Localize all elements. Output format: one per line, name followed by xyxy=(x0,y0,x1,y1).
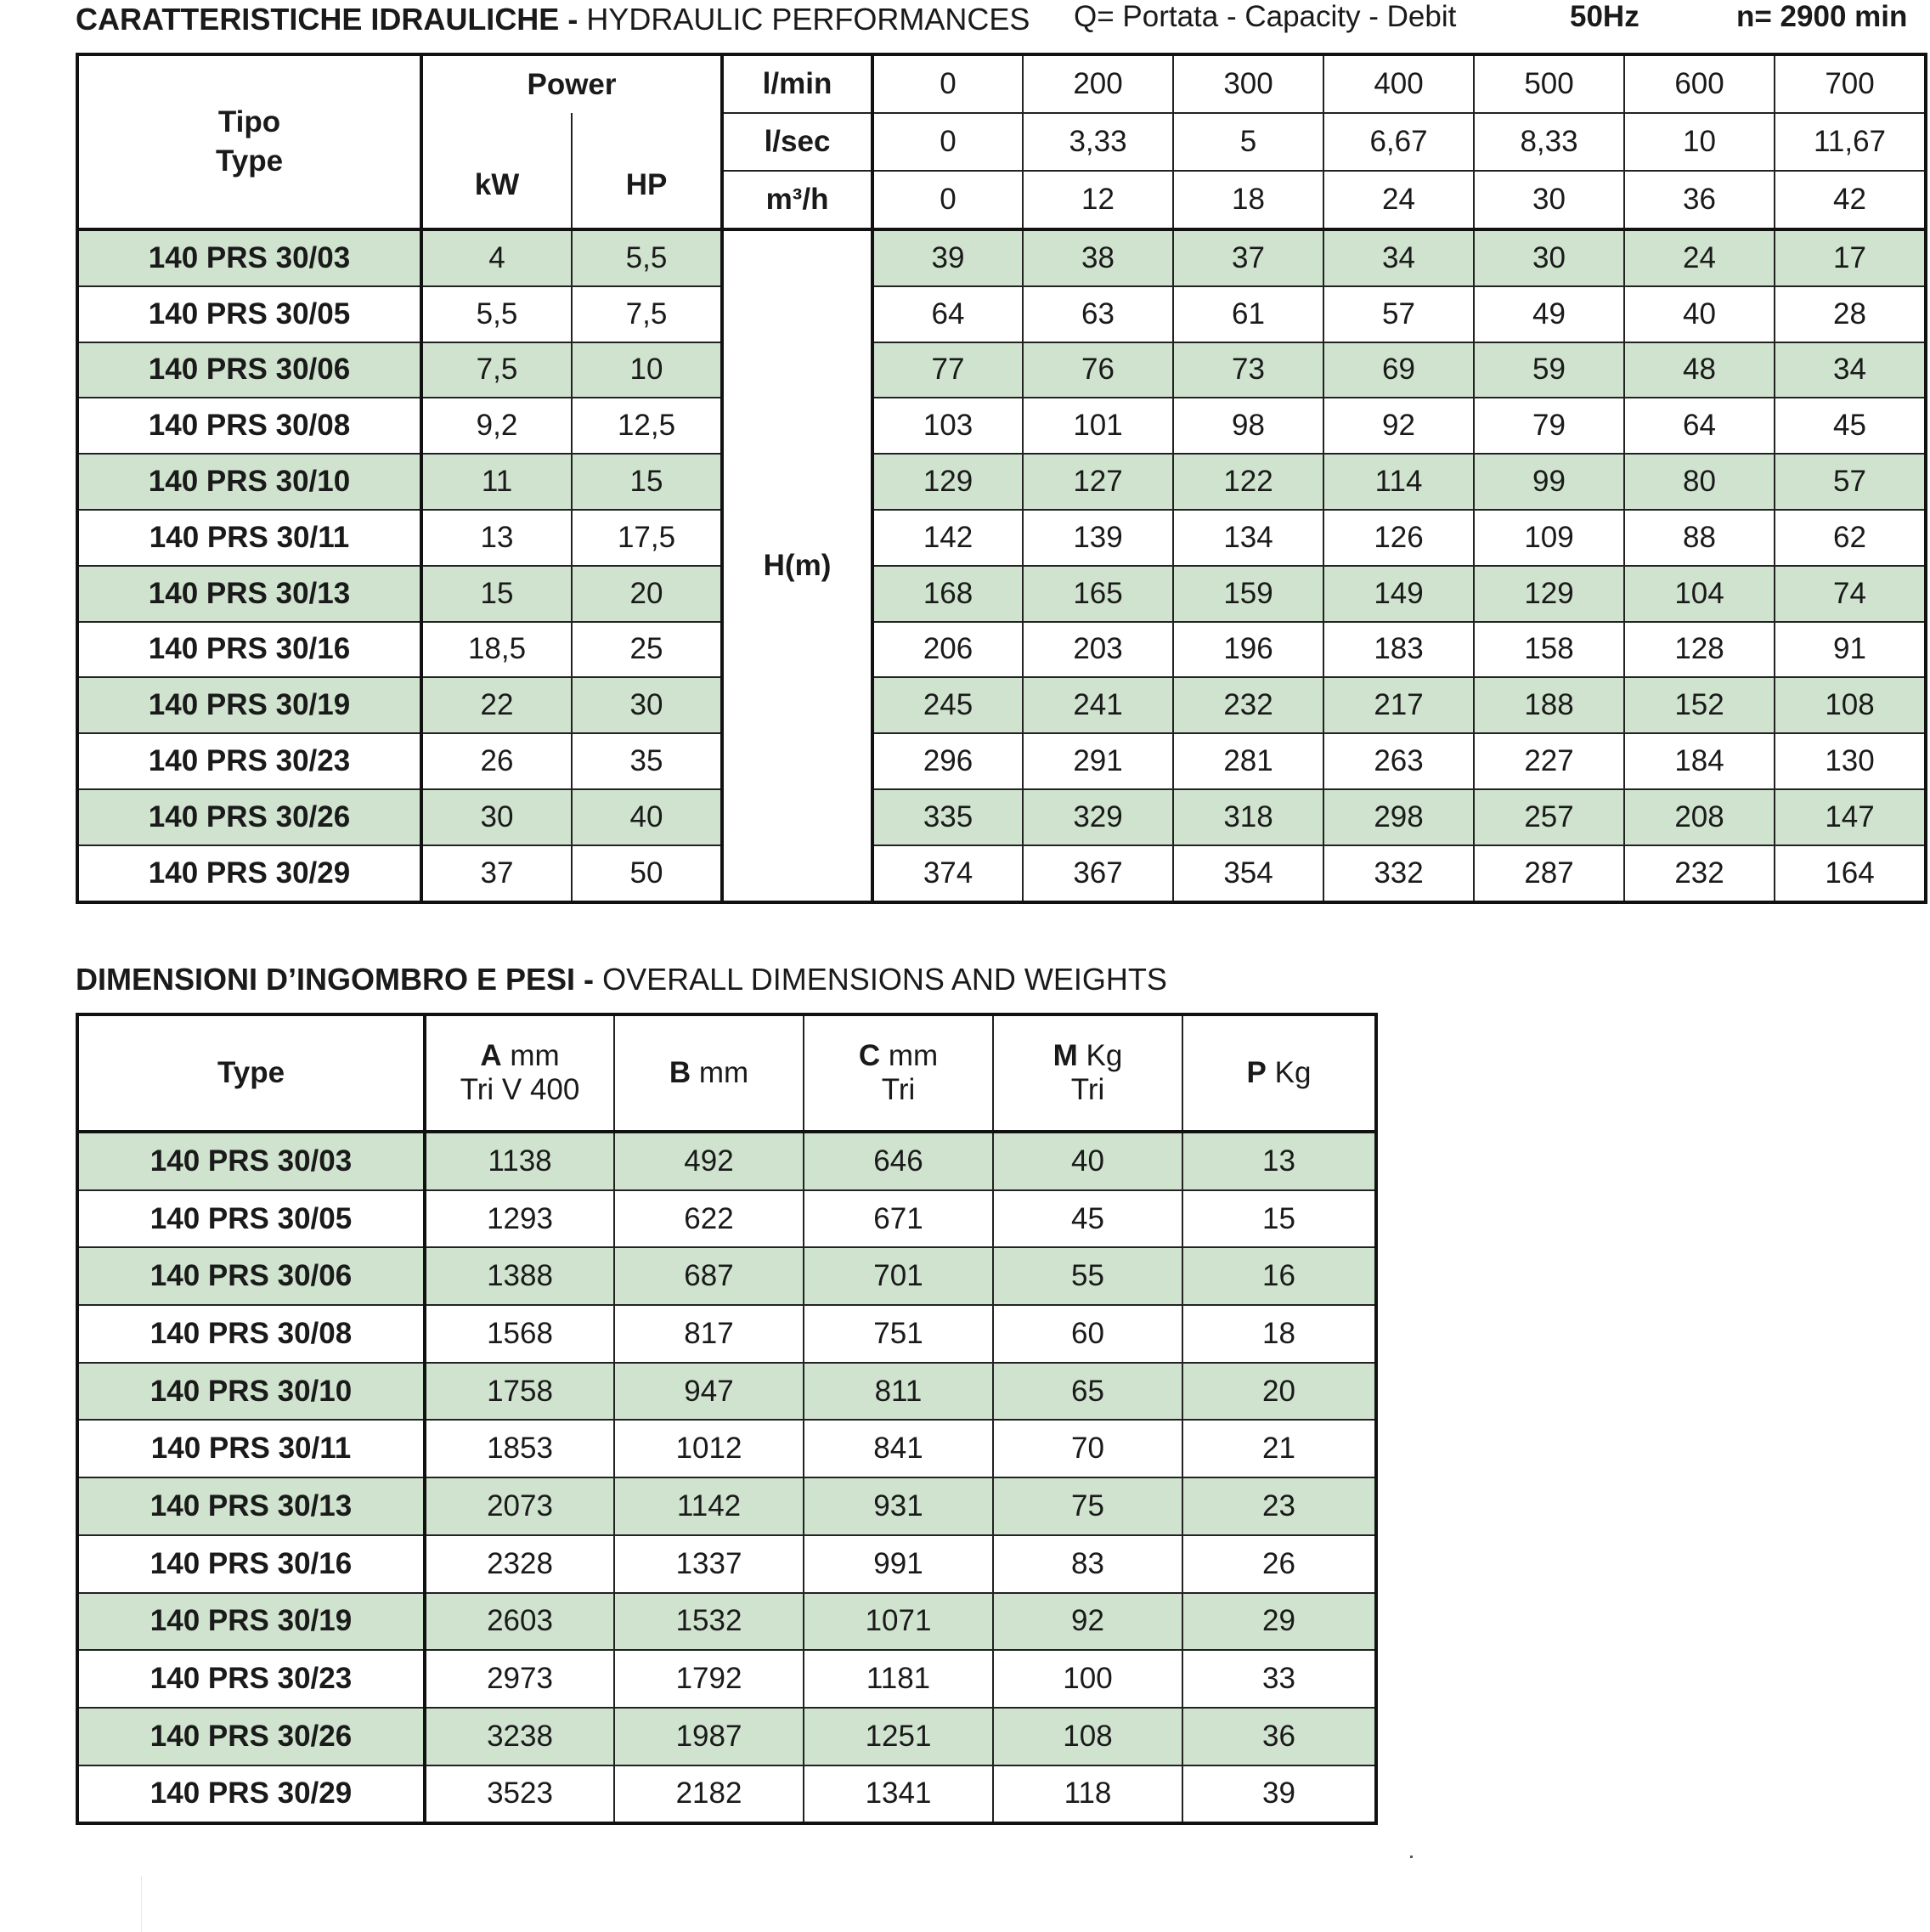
head-value-cell: 232 xyxy=(1173,677,1323,733)
pump-type-cell: 140 PRS 30/29 xyxy=(77,1765,425,1824)
pump-type-cell: 140 PRS 30/13 xyxy=(77,566,421,622)
hp-cell: 17,5 xyxy=(572,510,722,566)
table-row xyxy=(77,1420,1376,1477)
unit-m3h: m³/h xyxy=(722,171,872,229)
flow-lmin-cell: 500 xyxy=(1474,54,1624,113)
hp-cell: 10 xyxy=(572,342,722,398)
dim-m-cell: 83 xyxy=(993,1535,1182,1593)
pump-type-cell: 140 PRS 30/08 xyxy=(77,398,421,454)
head-value-cell: 24 xyxy=(1624,229,1775,286)
head-value-cell: 142 xyxy=(872,510,1023,566)
dim-c-cell: 1071 xyxy=(804,1593,993,1651)
hp-cell: 20 xyxy=(572,566,722,622)
kw-cell: 9,2 xyxy=(421,398,572,454)
hp-cell: 15 xyxy=(572,454,722,510)
head-value-cell: 77 xyxy=(872,342,1023,398)
dim-c-header xyxy=(804,1014,993,1132)
dimensions-title-it: DIMENSIONI D’INGOMBRO E PESI - xyxy=(76,962,603,997)
head-value-cell: 91 xyxy=(1775,622,1926,678)
dim-type-header: Type xyxy=(77,1014,425,1132)
pump-type-cell: 140 PRS 30/16 xyxy=(77,1535,425,1593)
table-row xyxy=(77,1477,1376,1535)
dim-b-cell: 492 xyxy=(614,1132,804,1190)
frequency-label: 50Hz xyxy=(1570,0,1639,33)
pump-type-cell: 140 PRS 30/03 xyxy=(77,1132,425,1190)
head-value-cell: 127 xyxy=(1023,454,1173,510)
head-value-cell: 37 xyxy=(1173,229,1323,286)
head-value-cell: 59 xyxy=(1474,342,1624,398)
pump-type-cell: 140 PRS 30/26 xyxy=(77,1708,425,1765)
kw-cell: 4 xyxy=(421,229,572,286)
head-label: H(m) xyxy=(722,229,872,902)
dim-p-cell: 33 xyxy=(1182,1650,1376,1708)
dim-a-header xyxy=(425,1014,614,1132)
pump-type-cell: 140 PRS 30/03 xyxy=(77,229,421,286)
pump-type-cell: 140 PRS 30/29 xyxy=(77,845,421,902)
head-value-cell: 39 xyxy=(872,229,1023,286)
dim-p-cell: 29 xyxy=(1182,1593,1376,1651)
dim-c-cell: 646 xyxy=(804,1132,993,1190)
dim-a-cell: 2328 xyxy=(425,1535,614,1593)
dim-a-cell: 2603 xyxy=(425,1593,614,1651)
hp-cell: 7,5 xyxy=(572,286,722,342)
table-row xyxy=(77,286,1926,342)
head-value-cell: 296 xyxy=(872,733,1023,789)
dim-m-cell: 70 xyxy=(993,1420,1182,1477)
flow-m3h-cell: 12 xyxy=(1023,171,1173,229)
dim-c-cell: 1341 xyxy=(804,1765,993,1824)
head-value-cell: 98 xyxy=(1173,398,1323,454)
head-value-cell: 129 xyxy=(872,454,1023,510)
head-value-cell: 139 xyxy=(1023,510,1173,566)
hp-cell: 50 xyxy=(572,845,722,902)
head-value-cell: 374 xyxy=(872,845,1023,902)
head-value-cell: 61 xyxy=(1173,286,1323,342)
table-row xyxy=(77,733,1926,789)
table-row xyxy=(77,342,1926,398)
dim-p-cell: 23 xyxy=(1182,1477,1376,1535)
dim-p-cell: 21 xyxy=(1182,1420,1376,1477)
kw-cell: 5,5 xyxy=(421,286,572,342)
head-value-cell: 183 xyxy=(1323,622,1474,678)
head-value-cell: 103 xyxy=(872,398,1023,454)
hp-cell: 25 xyxy=(572,622,722,678)
head-value-cell: 109 xyxy=(1474,510,1624,566)
table-row xyxy=(77,1650,1376,1708)
head-value-cell: 122 xyxy=(1173,454,1323,510)
flow-lsec-cell: 11,67 xyxy=(1775,113,1926,171)
head-value-cell: 63 xyxy=(1023,286,1173,342)
kw-cell: 18,5 xyxy=(421,622,572,678)
head-value-cell: 17 xyxy=(1775,229,1926,286)
dim-m-sub: Tri xyxy=(1070,1073,1105,1106)
head-value-cell: 64 xyxy=(1624,398,1775,454)
dim-a-cell: 1293 xyxy=(425,1190,614,1248)
kw-cell: 15 xyxy=(421,566,572,622)
head-value-cell: 354 xyxy=(1173,845,1323,902)
dim-a-cell: 1568 xyxy=(425,1305,614,1363)
dim-c-cell: 1181 xyxy=(804,1650,993,1708)
dim-a-cell: 1853 xyxy=(425,1420,614,1477)
head-value-cell: 367 xyxy=(1023,845,1173,902)
dim-a-cell: 2073 xyxy=(425,1477,614,1535)
head-value-cell: 74 xyxy=(1775,566,1926,622)
head-value-cell: 206 xyxy=(872,622,1023,678)
table-row xyxy=(77,677,1926,733)
hp-cell: 35 xyxy=(572,733,722,789)
dim-b-cell: 1012 xyxy=(614,1420,804,1477)
dimensions-section-title xyxy=(76,960,1167,999)
hp-header: HP xyxy=(572,113,722,229)
dim-c-cell: 811 xyxy=(804,1363,993,1421)
head-value-cell: 28 xyxy=(1775,286,1926,342)
edge-line xyxy=(141,1876,142,1932)
capacity-legend: Q= Portata - Capacity - Debit xyxy=(1074,0,1457,33)
flow-lmin-cell: 300 xyxy=(1173,54,1323,113)
head-value-cell: 332 xyxy=(1323,845,1474,902)
dim-c-cell: 701 xyxy=(804,1247,993,1305)
dim-m-cell: 40 xyxy=(993,1132,1182,1190)
dim-m-cell: 55 xyxy=(993,1247,1182,1305)
dim-c-cell: 991 xyxy=(804,1535,993,1593)
dim-b-cell: 947 xyxy=(614,1363,804,1421)
head-value-cell: 99 xyxy=(1474,454,1624,510)
power-header: Power xyxy=(421,54,722,113)
kw-cell: 30 xyxy=(421,789,572,845)
hydraulic-section-title xyxy=(76,0,1030,39)
flow-lsec-cell: 0 xyxy=(872,113,1023,171)
dim-m-cell: 92 xyxy=(993,1593,1182,1651)
pump-type-cell: 140 PRS 30/10 xyxy=(77,454,421,510)
dim-a-cell: 3238 xyxy=(425,1708,614,1765)
dim-b-cell: 2182 xyxy=(614,1765,804,1824)
head-value-cell: 88 xyxy=(1624,510,1775,566)
pump-type-cell: 140 PRS 30/05 xyxy=(77,286,421,342)
hydraulic-title-en: HYDRAULIC PERFORMANCES xyxy=(586,2,1030,37)
dim-m-header xyxy=(993,1014,1182,1132)
table-row xyxy=(77,1593,1376,1651)
dim-b-cell: 1792 xyxy=(614,1650,804,1708)
table-row xyxy=(77,398,1926,454)
head-value-cell: 298 xyxy=(1323,789,1474,845)
dim-b-cell: 687 xyxy=(614,1247,804,1305)
table-row xyxy=(77,566,1926,622)
pump-type-cell: 140 PRS 30/11 xyxy=(77,1420,425,1477)
flow-m3h-cell: 30 xyxy=(1474,171,1624,229)
head-value-cell: 241 xyxy=(1023,677,1173,733)
flow-lsec-cell: 6,67 xyxy=(1323,113,1474,171)
pump-type-cell: 140 PRS 30/08 xyxy=(77,1305,425,1363)
head-value-cell: 134 xyxy=(1173,510,1323,566)
dim-a-cell: 1388 xyxy=(425,1247,614,1305)
head-value-cell: 104 xyxy=(1624,566,1775,622)
dim-m-cell: 60 xyxy=(993,1305,1182,1363)
dim-p-cell: 16 xyxy=(1182,1247,1376,1305)
head-value-cell: 335 xyxy=(872,789,1023,845)
dim-b-cell: 1337 xyxy=(614,1535,804,1593)
pump-type-cell: 140 PRS 30/16 xyxy=(77,622,421,678)
hp-cell: 40 xyxy=(572,789,722,845)
flow-lmin-cell: 700 xyxy=(1775,54,1926,113)
head-value-cell: 217 xyxy=(1323,677,1474,733)
head-value-cell: 188 xyxy=(1474,677,1624,733)
head-value-cell: 149 xyxy=(1323,566,1474,622)
pump-type-cell: 140 PRS 30/19 xyxy=(77,1593,425,1651)
dim-m-title: M Kg xyxy=(1052,1039,1123,1072)
flow-m3h-cell: 18 xyxy=(1173,171,1323,229)
dim-a-cell: 3523 xyxy=(425,1765,614,1824)
head-value-cell: 152 xyxy=(1624,677,1775,733)
dim-p-cell: 26 xyxy=(1182,1535,1376,1593)
head-value-cell: 34 xyxy=(1775,342,1926,398)
head-value-cell: 227 xyxy=(1474,733,1624,789)
pump-type-cell: 140 PRS 30/23 xyxy=(77,1650,425,1708)
flow-m3h-cell: 36 xyxy=(1624,171,1775,229)
flow-lmin-cell: 600 xyxy=(1624,54,1775,113)
flow-lsec-cell: 3,33 xyxy=(1023,113,1173,171)
hp-cell: 5,5 xyxy=(572,229,722,286)
flow-m3h-cell: 0 xyxy=(872,171,1023,229)
table-row xyxy=(77,229,1926,286)
head-value-cell: 329 xyxy=(1023,789,1173,845)
dim-b-cell: 817 xyxy=(614,1305,804,1363)
hp-cell: 12,5 xyxy=(572,398,722,454)
dim-b-cell: 1142 xyxy=(614,1477,804,1535)
kw-cell: 37 xyxy=(421,845,572,902)
head-value-cell: 287 xyxy=(1474,845,1624,902)
dim-c-cell: 671 xyxy=(804,1190,993,1248)
table-row xyxy=(77,1132,1376,1190)
table-row xyxy=(77,622,1926,678)
head-value-cell: 203 xyxy=(1023,622,1173,678)
flow-lsec-cell: 10 xyxy=(1624,113,1775,171)
pump-type-cell: 140 PRS 30/13 xyxy=(77,1477,425,1535)
dim-c-title: C mm xyxy=(858,1039,939,1072)
head-value-cell: 184 xyxy=(1624,733,1775,789)
table-row xyxy=(77,1535,1376,1593)
dim-c-cell: 931 xyxy=(804,1477,993,1535)
pump-type-cell: 140 PRS 30/19 xyxy=(77,677,421,733)
kw-cell: 26 xyxy=(421,733,572,789)
stray-mark xyxy=(1410,1856,1413,1858)
pump-type-cell: 140 PRS 30/06 xyxy=(77,342,421,398)
dim-b-cell: 622 xyxy=(614,1190,804,1248)
head-value-cell: 318 xyxy=(1173,789,1323,845)
dim-a-cell: 2973 xyxy=(425,1650,614,1708)
dim-m-cell: 65 xyxy=(993,1363,1182,1421)
table-row xyxy=(77,1708,1376,1765)
head-value-cell: 232 xyxy=(1624,845,1775,902)
hydraulic-performance-table xyxy=(76,53,1927,904)
type-header xyxy=(77,54,421,229)
head-value-cell: 80 xyxy=(1624,454,1775,510)
flow-m3h-cell: 42 xyxy=(1775,171,1926,229)
table-row xyxy=(77,845,1926,902)
dim-b-cell: 1987 xyxy=(614,1708,804,1765)
flow-lmin-cell: 0 xyxy=(872,54,1023,113)
flow-lmin-cell: 200 xyxy=(1023,54,1173,113)
head-value-cell: 281 xyxy=(1173,733,1323,789)
speed-label: n= 2900 min xyxy=(1736,0,1908,33)
flow-lsec-cell: 8,33 xyxy=(1474,113,1624,171)
dimensions-header-row xyxy=(77,1014,1376,1132)
head-value-cell: 57 xyxy=(1775,454,1926,510)
type-header-en: Type xyxy=(215,144,284,178)
hp-cell: 30 xyxy=(572,677,722,733)
dim-p-cell: 15 xyxy=(1182,1190,1376,1248)
dim-p-cell: 36 xyxy=(1182,1708,1376,1765)
unit-lmin: l/min xyxy=(722,54,872,113)
dim-p-cell: 18 xyxy=(1182,1305,1376,1363)
pump-type-cell: 140 PRS 30/26 xyxy=(77,789,421,845)
kw-cell: 22 xyxy=(421,677,572,733)
head-value-cell: 40 xyxy=(1624,286,1775,342)
head-value-cell: 263 xyxy=(1323,733,1474,789)
dim-m-cell: 100 xyxy=(993,1650,1182,1708)
head-value-cell: 34 xyxy=(1323,229,1474,286)
head-value-cell: 114 xyxy=(1323,454,1474,510)
dim-m-cell: 108 xyxy=(993,1708,1182,1765)
head-value-cell: 92 xyxy=(1323,398,1474,454)
head-value-cell: 130 xyxy=(1775,733,1926,789)
head-value-cell: 257 xyxy=(1474,789,1624,845)
table-row xyxy=(77,1247,1376,1305)
kw-cell: 11 xyxy=(421,454,572,510)
kw-cell: 7,5 xyxy=(421,342,572,398)
head-value-cell: 196 xyxy=(1173,622,1323,678)
head-value-cell: 129 xyxy=(1474,566,1624,622)
head-value-cell: 208 xyxy=(1624,789,1775,845)
head-value-cell: 45 xyxy=(1775,398,1926,454)
pump-type-cell: 140 PRS 30/05 xyxy=(77,1190,425,1248)
dim-b-header xyxy=(614,1014,804,1132)
dimensions-title-en: OVERALL DIMENSIONS AND WEIGHTS xyxy=(602,962,1167,997)
head-value-cell: 165 xyxy=(1023,566,1173,622)
table-row xyxy=(77,510,1926,566)
dim-a-cell: 1758 xyxy=(425,1363,614,1421)
head-value-cell: 168 xyxy=(872,566,1023,622)
dim-m-cell: 75 xyxy=(993,1477,1182,1535)
kw-header: kW xyxy=(421,113,572,229)
dim-p-title: P Kg xyxy=(1246,1056,1312,1089)
head-value-cell: 57 xyxy=(1323,286,1474,342)
table-row xyxy=(77,1363,1376,1421)
dim-p-header xyxy=(1182,1014,1376,1132)
dim-a-cell: 1138 xyxy=(425,1132,614,1190)
kw-cell: 13 xyxy=(421,510,572,566)
hydraulic-title-it: CARATTERISTICHE IDRAULICHE - xyxy=(76,2,587,37)
head-value-cell: 49 xyxy=(1474,286,1624,342)
head-value-cell: 291 xyxy=(1023,733,1173,789)
head-value-cell: 158 xyxy=(1474,622,1624,678)
dim-b-title: B mm xyxy=(669,1056,749,1089)
dimensions-weights-table xyxy=(76,1013,1378,1825)
unit-lsec: l/sec xyxy=(722,113,872,171)
head-value-cell: 164 xyxy=(1775,845,1926,902)
head-value-cell: 38 xyxy=(1023,229,1173,286)
table-row xyxy=(77,1190,1376,1248)
dim-a-title: A mm xyxy=(480,1039,560,1072)
dim-c-cell: 841 xyxy=(804,1420,993,1477)
flow-m3h-cell: 24 xyxy=(1323,171,1474,229)
head-value-cell: 62 xyxy=(1775,510,1926,566)
table-row xyxy=(77,789,1926,845)
head-value-cell: 76 xyxy=(1023,342,1173,398)
head-value-cell: 64 xyxy=(872,286,1023,342)
head-value-cell: 128 xyxy=(1624,622,1775,678)
table-row xyxy=(77,1305,1376,1363)
table-row xyxy=(77,1765,1376,1824)
dim-p-cell: 39 xyxy=(1182,1765,1376,1824)
pump-type-cell: 140 PRS 30/11 xyxy=(77,510,421,566)
head-value-cell: 101 xyxy=(1023,398,1173,454)
dim-c-cell: 1251 xyxy=(804,1708,993,1765)
head-value-cell: 69 xyxy=(1323,342,1474,398)
dim-p-cell: 13 xyxy=(1182,1132,1376,1190)
head-value-cell: 48 xyxy=(1624,342,1775,398)
dim-c-sub: Tri xyxy=(881,1073,916,1106)
head-value-cell: 30 xyxy=(1474,229,1624,286)
pump-type-cell: 140 PRS 30/06 xyxy=(77,1247,425,1305)
dim-b-cell: 1532 xyxy=(614,1593,804,1651)
pump-type-cell: 140 PRS 30/23 xyxy=(77,733,421,789)
dim-c-cell: 751 xyxy=(804,1305,993,1363)
head-value-cell: 245 xyxy=(872,677,1023,733)
flow-lmin-cell: 400 xyxy=(1323,54,1474,113)
head-value-cell: 147 xyxy=(1775,789,1926,845)
head-value-cell: 108 xyxy=(1775,677,1926,733)
head-value-cell: 126 xyxy=(1323,510,1474,566)
dim-a-sub: Tri V 400 xyxy=(460,1073,580,1106)
dim-m-cell: 45 xyxy=(993,1190,1182,1248)
head-value-cell: 73 xyxy=(1173,342,1323,398)
pump-type-cell: 140 PRS 30/10 xyxy=(77,1363,425,1421)
header-row-lmin xyxy=(77,54,1926,113)
type-header-it: Tipo xyxy=(217,105,281,138)
table-row xyxy=(77,454,1926,510)
flow-lsec-cell: 5 xyxy=(1173,113,1323,171)
dim-m-cell: 118 xyxy=(993,1765,1182,1824)
head-value-cell: 79 xyxy=(1474,398,1624,454)
dim-p-cell: 20 xyxy=(1182,1363,1376,1421)
head-value-cell: 159 xyxy=(1173,566,1323,622)
